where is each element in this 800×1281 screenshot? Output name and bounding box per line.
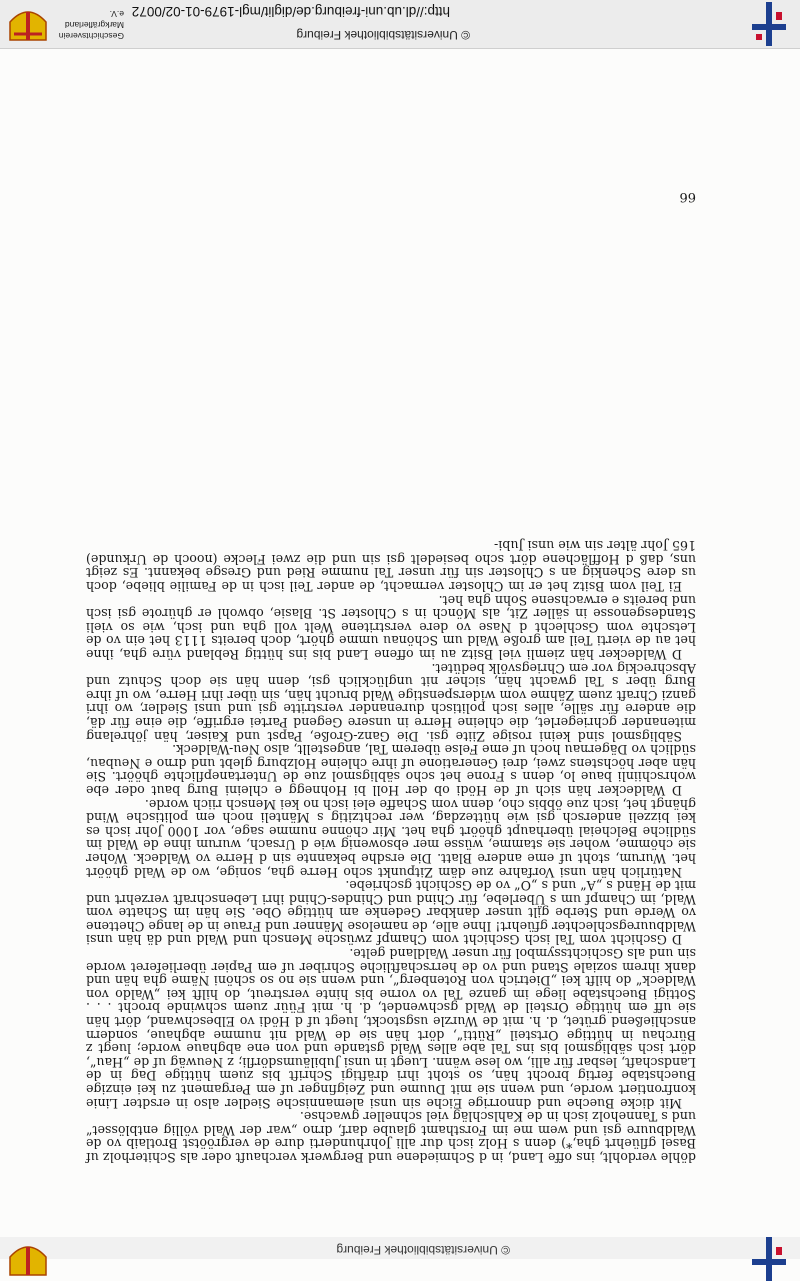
paragraph: Mit dicke Bueche und dnnorrige Eiche sin unsi alemannische Siedler also in ersdter Linie konfrontiert worde, und wenn sie mit Duume und Zeigfinger uf em Pergament zu kei einzige Buechstabe fertig brocht hän, so stoht ihri dräftigi Schrift bis zuem hüttige Dag in de Landschaft, lesbar für alli, wo lese wänn. Luegt in unsi Jubiläumsdörfli; z Neuwäg uf de „Hau“, dört isch säbligsmol bis ins Tal abe alles Wald gstande und von ene abghaue worde; luegt z Bürchau in hüttige Ortsteil „Rütti“, dört hän sie de Wald nit numme abghaue, sondern anschließend grütet, d. h. mit de Wurzle usgstockt, luegt uf d Hödi vo Elbeschwand, dört hän sie uff em hüttige Orsteil de Wald gschwendet, d. h. mit Füür zuem schwinde brocht . . . Sottigi Buechstabe liege im ganze Tal vo vorne bis hinte verstreut, do hilft kei „Waldo von Waldeck“ do hilft kei „Dietrich von Rotenberg“, und wenn sie no so schöni Näme gha hän und dank ihrem soziale Stand und vo de herrschaftliche Schriber uf em Papier überlieferet worde sin und als Gschichtssymbol für unser Waldland gelte.: [86, 946, 696, 1111]
society-crest-icon: [8, 1241, 48, 1277]
top-edge-strip: [0, 1237, 800, 1259]
society-crest-icon: [8, 6, 48, 42]
paragraph: D Waldecker hän sich uf de Hödi ob der Holl bi Hohnegg e chleini Burg baut oder ebe wohrschiinli baue lo, denn s Frone het scho säbligsmol zue de Untertanepflichte ghöört. Sie hän aber höchstens zwei, drei Generatione uf ihre chleine Holzburg glebt und drno e Neubau, südlich vo Dägernau hoch uf eme Felse überem Tal, angestellt, also Neu-Waldeck.: [86, 742, 696, 798]
society-name: [54, 8, 124, 41]
page-body-text: [86, 539, 696, 1164]
university-logo-icon: [752, 2, 786, 46]
paragraph: döhle verdohlt, ins offe Land, in d Schmiedene und Bergwerk verchauft oder als Schiterholz uf Basel gflüehrt gha,*) denn s Holz isch dur alli Johrhunderti dure de vergröötst Brotlaib vo de Waldbuure gsi und wem me im Forsthamt glaube darf, drno „war der Wald völlig entblösset“ und s Tanneholz isch in de Kahlschläg viel schneller gwachse.: [86, 1109, 696, 1165]
top-library-credit: © Universitätsbibliothek Freiburg: [336, 1243, 510, 1257]
paragraph: Ei Teil vom Bsitz het er im Chloster vermacht, de ander Teil isch in de Familie bliebe, doch us dere Schenkig an s Chloster sin für unser Tal numme Ried und Gresge bekannt. Es zeigt uns, daß d Hofflächene dört scho besiedelt gsi sin und die zwei Flecke (nooch de Urkunde) 165 Johr älter sin wie unsi Jubi-: [86, 538, 696, 595]
paragraph: Natürlich hän unsi Vorfahre zue däm Zitpunkt scho Herre gha, sonige, wo de Wald ghöört het. Wurum, stoht uf eme andere Blatt. Die ersdhe bekannte sin d Herre vo Waldeck. Woher sie chömme, woher sie stamme, wüsse mer ebsowenig wie d Ursach, wurum ihne de Wald im südliche Belcheial überhaupt ghöört gha het. Mir chönne numme sage, vor 1000 Johr isch es kei bizzeli andersch gsi wie hüttezdag, wer rechtzitig s Mänteli noch em politische Wind ghängt het, isch zue öbbis cho, denn vom Schaffe elei isch no kei Mensch riich worde.: [86, 796, 696, 880]
digitization-footer: [0, 0, 800, 49]
society-name-line: Geschichtsverein: [58, 31, 124, 41]
library-credit: © Universitätsbibliothek Freiburg: [296, 28, 470, 42]
university-logo-icon: [752, 1237, 786, 1281]
page-number: 66: [679, 189, 696, 204]
paragraph: Säbligsmol sind keini rosige Ziite gsi. Die Ganz-Große, Papst und Kaiser, hän jöhrelang mitenander gchriegerlet, die chleine Herre in unsere Gegend Partei ergriffe, die eine für dä, die andere für sälle, alles isch politisch durenander verstritte gsi und unsi Siedler, wo ihri ganzi Chraft zuem Zähme vom widerspenstige Wald brucht hän, sin über ihri Herre, wo uf ihre Burg über s Tal gwacht hän, sicher nit unglücklich gsi, denn hän sie doch Schutz und Abschreckig vor em Chriegsvölk bedütet.: [86, 660, 696, 744]
society-name-line: Markgräflerland e.V.: [64, 9, 124, 30]
paragraph: D Gschicht vom Tal isch Gschicht vom Champf zwüsche Mensch und Wald und dä hän unsi Waldbuuregschlechter gfüehrt! Ihne alle, de namelose Männer und Fraue in de lange Chettene vo Werde und Sterbe gilt unser dankbar Gedenke am hüttige Obe. Sie hän im Schatte vom Wald, im Champf um s Überlebe, für Chind und Chindes-Chind ihri Lebenschraft verzehrt und mit de Händ s „A“ und s „O“ vo de Gschicht gschriebe.: [86, 878, 696, 948]
paragraph: D Waldecker hän ziemli viel Bsitz au im offene Land bis ins hüttig Rebland vüre gha, ihne het au de vierti Teil am große Wald um Schönau umme ghört, doch bereits 1113 het ein vo de Letschte vom Gschlecht d Nase vo dere verstritene Welt voll gha und isch, wie so vieli Standesgenosse in säller Zit, als Mönch in s Chloster St. Blasie, obwohl er ghürote gsi isch und bereits e erwachsene Sohn gha het.: [86, 592, 696, 663]
source-url[interactable]: http://dl.ub.uni-freiburg.de/diglit/mgl-1979-01-02/0072: [131, 4, 450, 19]
